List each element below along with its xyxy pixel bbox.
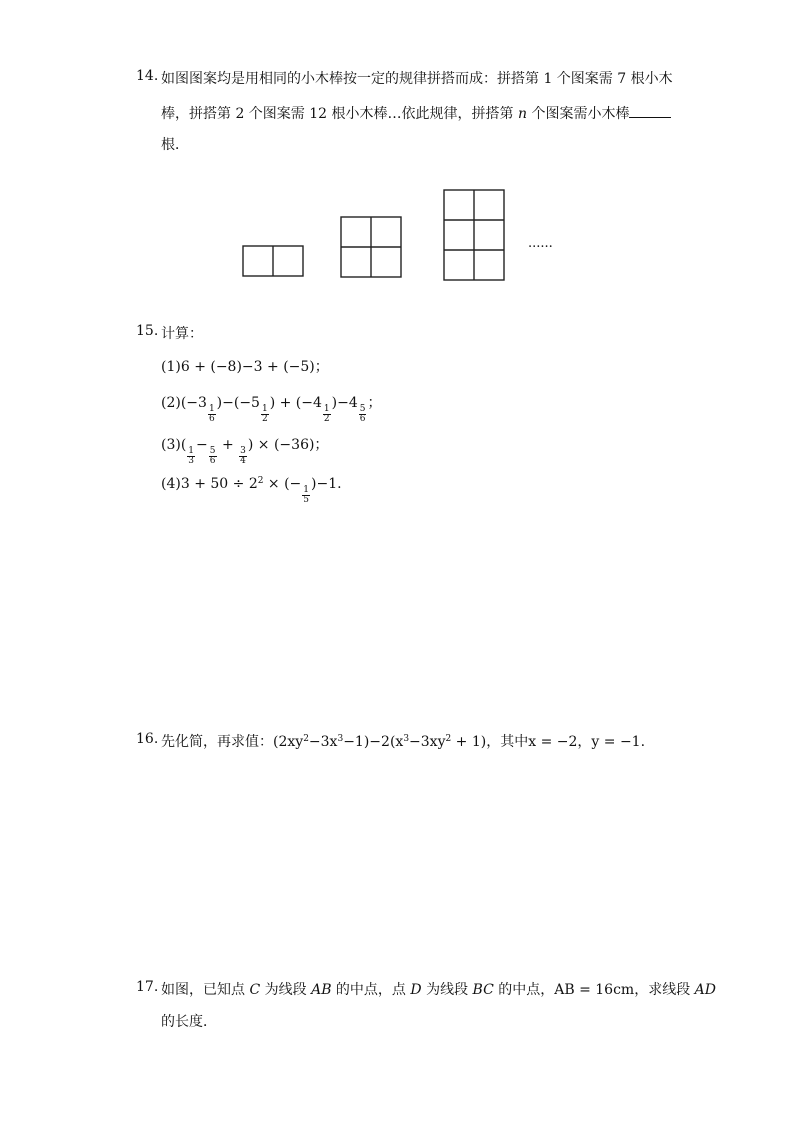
matchstick-pattern-figure <box>230 180 570 290</box>
question-text-line: 的长度． <box>161 1014 217 1030</box>
question-number: 15. <box>136 323 159 339</box>
question-text-line: 如图图案均是用相同的小木棒按一定的规律拼搭而成：拼搭第 1 个图案需 7 根小木 <box>161 71 673 87</box>
question-number: 17. <box>136 979 159 995</box>
sub-problem-2: (2)(−3 $\frac{1}{6}$ )−(−5 $\frac{1}{2}$ ) + (−4 $\frac{1}{2}$ )−4 $\frac{5}{6}$ ； <box>161 395 382 424</box>
question-number: 14. <box>136 68 159 84</box>
pattern-3 <box>444 190 504 280</box>
question-text-line: 棒，拼搭第 2 个图案需 12 根小木棒…依此规律，拼搭第 n 个图案需小木棒 <box>161 103 671 123</box>
sub-problem-1: (1)6 + (−8)−3 + (−5)； <box>161 359 329 375</box>
question-text-line: 如图，已知点 C 为线段 AB 的中点，点 D 为线段 BC 的中点，AB = 16cm，求线段 AD <box>161 982 717 998</box>
sub-problem-3: (3)( $\frac{1}{3}$ − $\frac{5}{6}$ + $\frac{3}{4}$ ) × (−36)； <box>161 437 329 466</box>
question-text-line: 根． <box>161 137 189 153</box>
question-number: 16. <box>136 731 159 747</box>
question-title: 计算： <box>161 326 203 342</box>
pattern-1 <box>243 246 303 276</box>
question-text-line: 先化简，再求值：$(2xy^2-3x^3-1)-2(x^3-3xy^2 + 1)$，其中x = −2，y = −1. <box>161 734 646 750</box>
sub-problem-4: $(4)3 + 50 \div 2^2$ × (− $\frac{1}{5}$ )−1. <box>161 476 342 505</box>
continuation-ellipsis: ...... <box>528 236 553 251</box>
pattern-2 <box>341 217 401 277</box>
answer-blank[interactable] <box>629 105 671 118</box>
